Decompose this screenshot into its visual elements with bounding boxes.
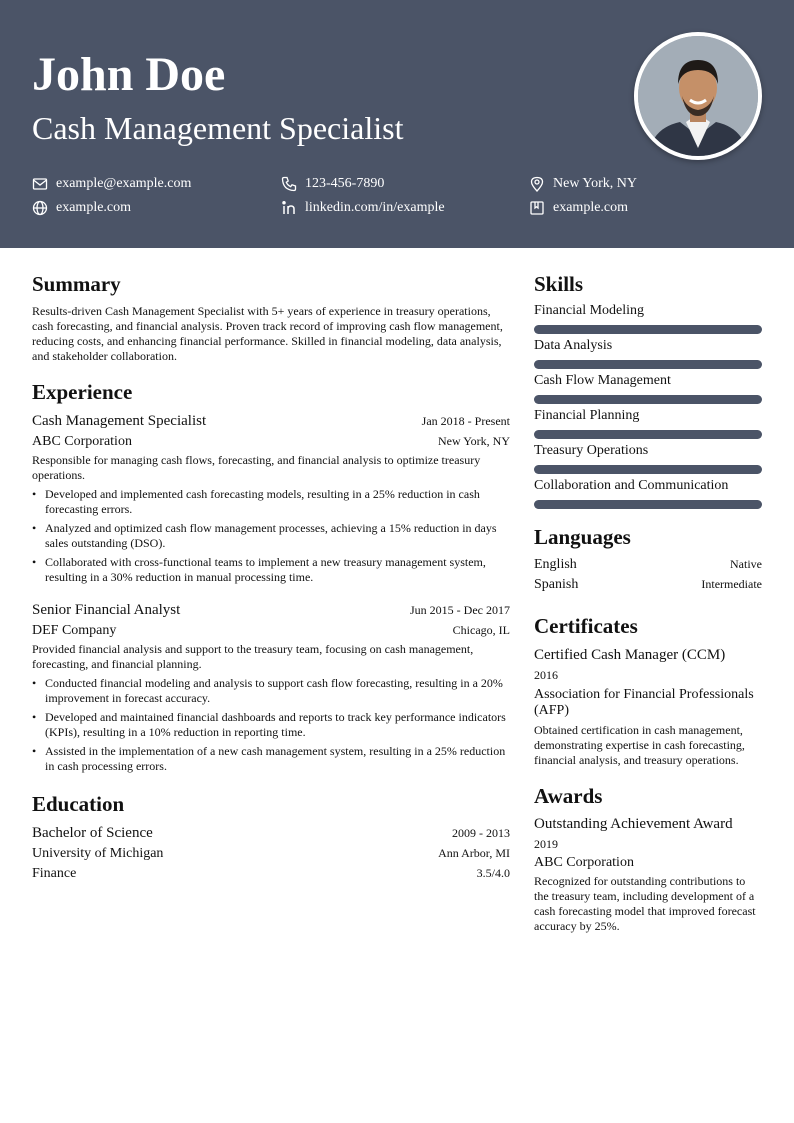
education-section <box>32 790 510 883</box>
skill-bar <box>534 465 762 474</box>
contact-portfolio[interactable] <box>529 198 628 218</box>
education-dates: 2009 - 2013 <box>452 826 510 840</box>
job-title: Senior Financial Analyst <box>32 602 181 618</box>
experience-item <box>32 411 510 585</box>
list-item: • Conducted financial modeling and analysis to support cash flow forecasting, resulting in a 20% improvement in forecast accuracy. <box>32 676 510 706</box>
job-description: Responsible for managing cash flows, forecasting, and financial analysis to optimize treasury operations. <box>32 453 481 482</box>
globe-icon <box>32 200 48 216</box>
awards-section <box>534 782 762 934</box>
awards-heading: Awards <box>534 784 603 808</box>
skill-bar <box>534 500 762 509</box>
skill-bar <box>534 395 762 404</box>
skill-item <box>534 372 762 404</box>
experience-section <box>32 378 510 774</box>
email-text: example@example.com <box>56 176 192 191</box>
candidate-name: John Doe <box>32 48 226 101</box>
sidebar-column <box>534 270 762 934</box>
job-location: New York, NY <box>437 434 510 448</box>
skill-name: Financial Planning <box>534 408 640 423</box>
field-of-study: Finance <box>32 866 77 881</box>
linkedin-icon <box>281 200 297 216</box>
certificates-heading: Certificates <box>534 614 638 638</box>
certificate-description: Obtained certification in cash management, demonstrating expertise in cash forecasting, financial analysis, and treasury operations. <box>534 723 745 767</box>
mail-icon <box>32 176 48 192</box>
skill-item <box>534 477 762 509</box>
award-name: Outstanding Achievement Award <box>534 816 733 832</box>
main-column <box>32 270 510 883</box>
resume-header <box>0 0 794 248</box>
job-bullets <box>32 487 510 585</box>
school-name: University of Michigan <box>32 846 164 861</box>
summary-text: Results-driven Cash Management Specialist with 5+ years of experience in treasury operations, cash forecasting, and financial analysis. Proven track record of improving cash flow management, reducing costs, and enhancing financial performance. Skilled in financial modeling, data analysis, and stakeholder collaboration. <box>32 304 503 363</box>
job-dates: Jun 2015 - Dec 2017 <box>410 603 510 617</box>
contact-linkedin[interactable] <box>281 198 445 218</box>
job-dates: Jan 2018 - Present <box>421 414 510 428</box>
list-item: • Collaborated with cross-functional teams to implement a new treasury management system, resulting in a 30% reduction in manual processing time. <box>32 555 510 585</box>
certificates-section <box>534 612 762 768</box>
degree: Bachelor of Science <box>32 825 153 841</box>
education-heading: Education <box>32 792 125 816</box>
summary-section <box>32 270 510 364</box>
skill-name: Treasury Operations <box>534 443 649 458</box>
bookmark-icon <box>529 200 545 216</box>
skill-item <box>534 302 762 334</box>
language-name: English <box>534 557 577 572</box>
language-item <box>534 555 762 575</box>
job-bullets <box>32 676 510 774</box>
experience-item <box>32 600 510 774</box>
award-year: 2019 <box>534 837 558 851</box>
skill-item <box>534 337 762 369</box>
skill-item <box>534 442 762 474</box>
skills-heading: Skills <box>534 272 584 296</box>
skill-bar <box>534 360 762 369</box>
skill-item <box>534 407 762 439</box>
skills-section <box>534 270 762 509</box>
award-description: Recognized for outstanding contributions to the treasury team, including development of a cash forecasting model that improved forecast accuracy by 25%. <box>534 874 756 933</box>
skill-name: Collaboration and Communication <box>534 478 729 493</box>
certificate-issuer: Association for Financial Professionals (AFP) <box>534 687 754 718</box>
location-text: New York, NY <box>553 176 638 191</box>
location-pin-icon <box>529 176 545 192</box>
certificate-year: 2016 <box>534 668 558 682</box>
language-item <box>534 575 762 595</box>
skill-name: Financial Modeling <box>534 303 645 318</box>
company-name: DEF Company <box>32 623 117 638</box>
contact-location <box>529 174 637 194</box>
candidate-title: Cash Management Specialist <box>32 110 404 146</box>
phone-icon <box>281 176 297 192</box>
contact-email[interactable] <box>32 174 191 194</box>
skill-bar <box>534 430 762 439</box>
job-title: Cash Management Specialist <box>32 413 207 429</box>
portfolio-text: example.com <box>553 200 629 215</box>
languages-heading: Languages <box>534 525 631 549</box>
company-name: ABC Corporation <box>32 434 132 449</box>
list-item: • Developed and implemented cash forecasting models, resulting in a 25% reduction in cash forecasting errors. <box>32 487 510 517</box>
list-item: • Assisted in the implementation of a new cash management system, resulting in a 25% reduction in cash processing errors. <box>32 744 510 774</box>
profile-photo <box>634 32 762 160</box>
language-name: Spanish <box>534 577 579 592</box>
list-item: • Developed and maintained financial dashboards and reports to track key performance indicators (KPIs), resulting in a 10% reduction in reporting time. <box>32 710 510 740</box>
skill-name: Data Analysis <box>534 338 613 353</box>
linkedin-text: linkedin.com/in/example <box>305 200 445 215</box>
phone-text: 123-456-7890 <box>305 176 385 191</box>
school-location: Ann Arbor, MI <box>438 846 510 860</box>
job-location: Chicago, IL <box>452 623 510 637</box>
summary-heading: Summary <box>32 272 121 296</box>
language-level: Intermediate <box>701 577 762 591</box>
list-item: • Analyzed and optimized cash flow management processes, achieving a 15% reduction in days sales outstanding (DSO). <box>32 521 510 551</box>
award-issuer: ABC Corporation <box>534 855 634 870</box>
experience-heading: Experience <box>32 380 133 404</box>
website-text: example.com <box>56 200 132 215</box>
certificate-name: Certified Cash Manager (CCM) <box>534 647 726 663</box>
job-description: Provided financial analysis and support to the treasury team, focusing on cash management, forecasting, and financial planning. <box>32 642 474 671</box>
contact-website[interactable] <box>32 198 131 218</box>
contact-phone[interactable] <box>281 174 384 194</box>
skill-name: Cash Flow Management <box>534 373 671 388</box>
gpa: 3.5/4.0 <box>476 866 510 880</box>
languages-section <box>534 523 762 595</box>
language-level: Native <box>730 557 762 571</box>
skill-bar <box>534 325 762 334</box>
